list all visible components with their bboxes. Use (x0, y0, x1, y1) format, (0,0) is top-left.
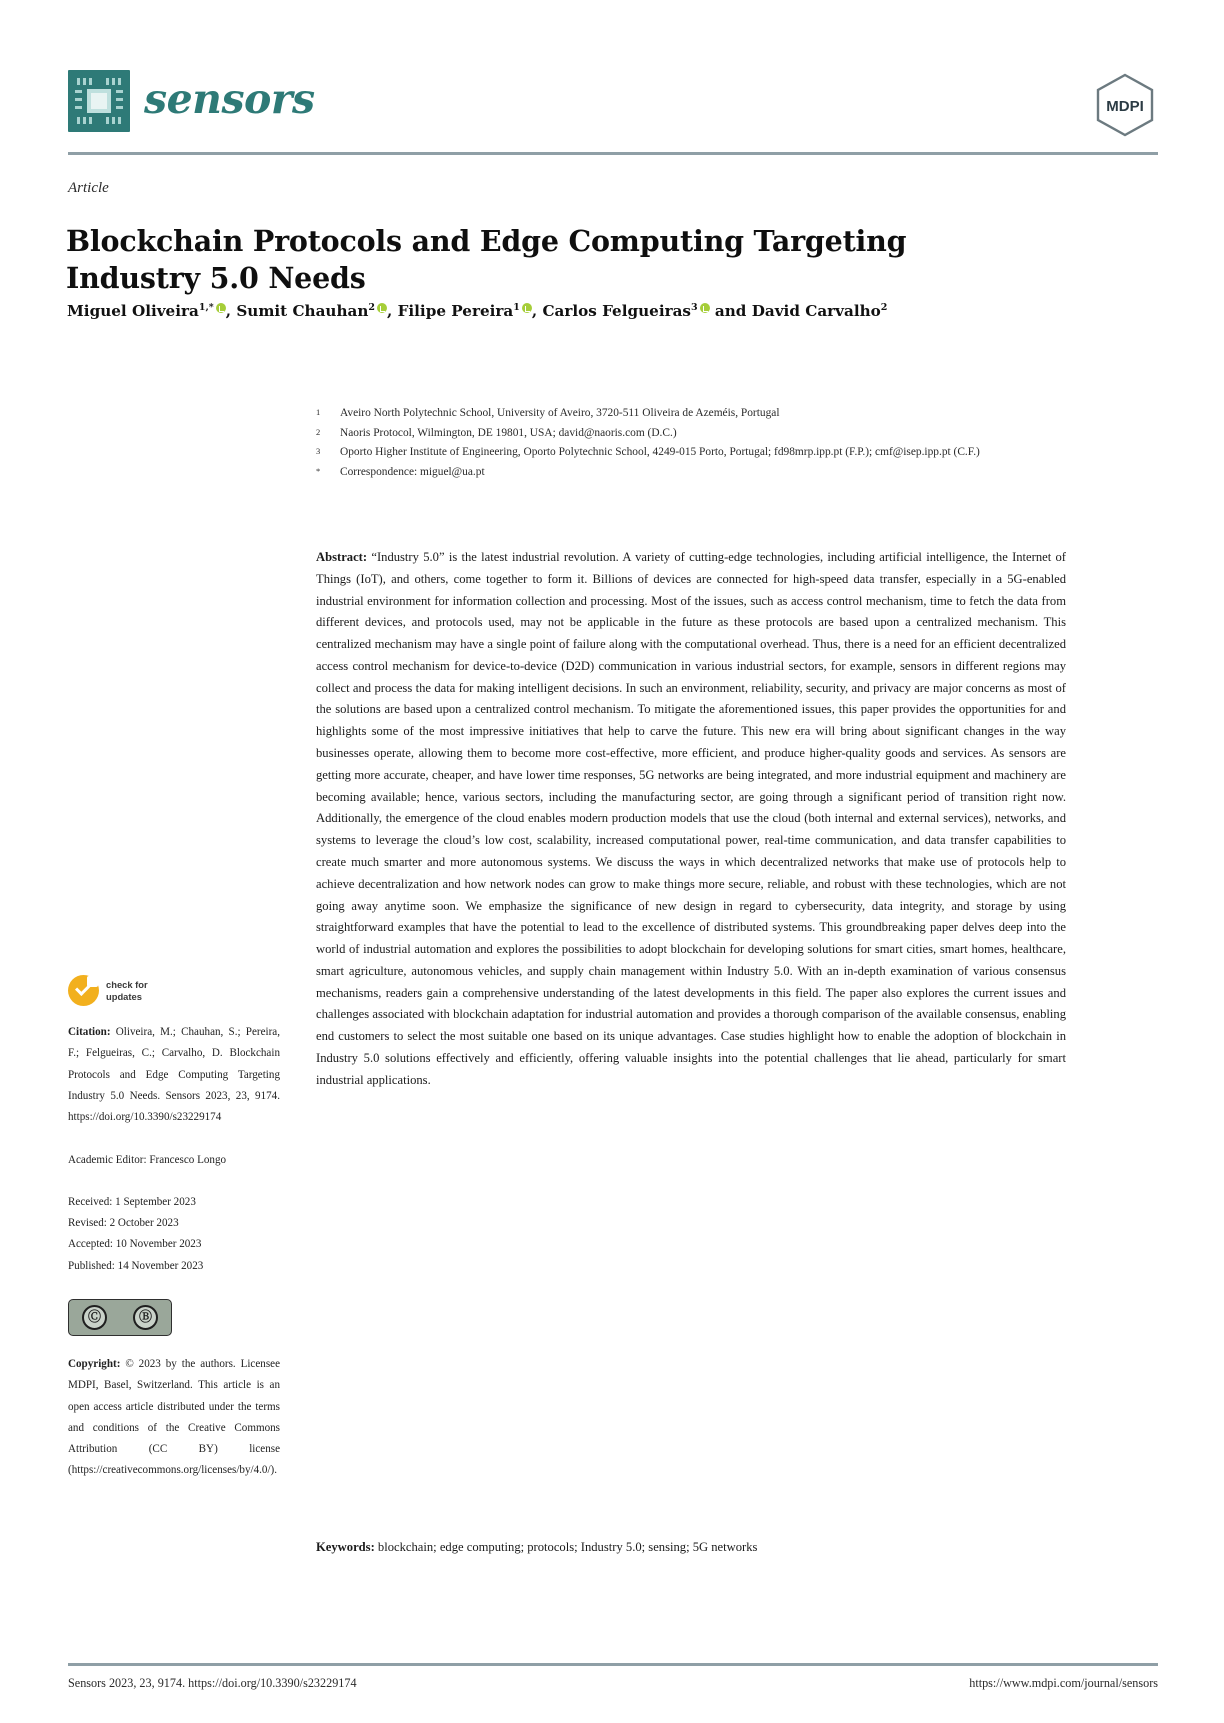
affiliation-text: Aveiro North Polytechnic School, University of Aveiro, 3720-511 Oliveira de Azeméis, Portugal (340, 407, 780, 419)
masthead (68, 70, 1158, 148)
abstract-label: Abstract: (316, 550, 368, 564)
date-label: Received: (68, 1195, 113, 1208)
orcid-icon[interactable] (216, 303, 226, 313)
creative-commons-by-icon[interactable] (68, 1299, 172, 1336)
author-name: Filipe Pereira (397, 302, 514, 320)
by-symbol: Ⓑ (133, 1305, 158, 1330)
date-row-revised (68, 1213, 280, 1234)
journal-title: sensors (144, 74, 315, 123)
date-value: 10 November 2023 (115, 1238, 202, 1251)
author-separator: , (531, 302, 543, 320)
author-separator: , (387, 302, 398, 320)
author-entry[interactable] (398, 302, 532, 320)
correspondence-text: Correspondence: miguel@ua.pt (340, 465, 485, 478)
citation-label: Citation: (68, 1026, 111, 1038)
footer-journal-url[interactable]: https://www.mdpi.com/journal/sensors (969, 1676, 1158, 1690)
citation-text: Oliveira, M.; Chauhan, S.; Pereira, F.; Felgueiras, C.; Carvalho, D. Blockchain Protocols and Edge Computing Targeting Industry 5.0 Needs. Sensors 2023, 23, 9174. https://doi.org/10.3390/s23229174 (68, 1026, 280, 1124)
author-list (67, 300, 1067, 323)
affiliation-text: Naoris Protocol, Wilmington, DE 19801, USA; david@naoris.com (D.C.) (340, 426, 677, 439)
affiliation-row (316, 443, 1066, 463)
date-row-accepted (68, 1234, 280, 1255)
abstract-section (316, 547, 1066, 1092)
copyright-text: © 2023 by the authors. Licensee MDPI, Basel, Switzerland. This article is an open access article distributed under the terms and conditions of the Creative Commons Attribution (CC BY) license (https://creativecommons.org/licenses/by/4.0/). (68, 1357, 280, 1477)
citation-block (68, 1022, 280, 1128)
author-conjunction: and (714, 302, 747, 320)
author-affiliation-marker: 2 (368, 301, 376, 313)
author-separator: , (225, 302, 237, 320)
author-affiliation-marker: 2 (880, 301, 888, 313)
check-updates-line2: updates (106, 990, 142, 1002)
date-row-received (68, 1192, 280, 1213)
affiliation-marker: * (316, 465, 321, 476)
copyright-block (68, 1354, 280, 1482)
check-circle-icon (68, 975, 99, 1006)
affiliation-text: Oporto Higher Institute of Engineering, Oporto Polytechnic School, 4249-015 Porto, Portugal; fd98mrp.ipp.pt (F.P.); cmf@isep.ipp.pt (C.F.) (340, 446, 980, 459)
orcid-icon[interactable] (522, 303, 532, 313)
date-label: Revised: (68, 1217, 107, 1230)
sensor-chip-icon (68, 70, 130, 132)
affiliations-block (316, 404, 1066, 482)
academic-editor-block (68, 1150, 280, 1171)
copyright-label: Copyright: (68, 1357, 121, 1370)
academic-editor-name: Francesco Longo (149, 1154, 227, 1167)
article-type-label: Article (68, 180, 109, 196)
author-name: Carlos Felgueiras (542, 302, 691, 320)
author-affiliation-marker: 1,* (198, 301, 214, 313)
mdpi-hexagon-icon (1092, 72, 1158, 138)
orcid-icon[interactable] (377, 303, 387, 313)
footer-divider (68, 1663, 1158, 1666)
masthead-divider (68, 152, 1158, 155)
author-name: David Carvalho (751, 302, 881, 320)
date-label: Accepted: (68, 1238, 113, 1251)
affiliation-marker: 1 (316, 407, 321, 417)
date-label: Published: (68, 1259, 115, 1272)
date-value: 1 September 2023 (115, 1195, 196, 1208)
publication-dates-block (68, 1192, 280, 1277)
page-footer (68, 1676, 1158, 1691)
cc-symbol: Ⓒ (82, 1305, 107, 1330)
svg-text:MDPI: MDPI (1106, 98, 1144, 115)
check-updates-line1: check for (106, 979, 148, 991)
affiliation-row (316, 424, 1066, 444)
author-affiliation-marker: 3 (690, 301, 698, 313)
affiliation-row (316, 404, 1066, 424)
affiliation-marker: 2 (316, 426, 321, 437)
date-value: 14 November 2023 (117, 1259, 204, 1272)
date-value: 2 October 2023 (109, 1217, 179, 1230)
keywords-label: Keywords: (316, 1540, 375, 1554)
keywords-section (316, 1537, 1066, 1558)
author-name: Miguel Oliveira (67, 302, 199, 320)
author-entry[interactable] (752, 302, 888, 320)
author-entry[interactable] (67, 302, 226, 320)
sidebar (68, 975, 280, 1482)
author-entry[interactable] (236, 302, 387, 320)
correspondence-row (316, 463, 1066, 483)
author-name: Sumit Chauhan (236, 302, 369, 320)
page-title: Blockchain Protocols and Edge Computing Targeting Industry 5.0 Needs (66, 224, 907, 295)
keywords-body: blockchain; edge computing; protocols; Industry 5.0; sensing; 5G networks (377, 1540, 758, 1554)
affiliation-marker: 3 (316, 446, 321, 457)
date-row-published (68, 1256, 280, 1277)
author-affiliation-marker: 1 (513, 301, 520, 313)
author-entry[interactable] (542, 302, 709, 320)
abstract-body: “Industry 5.0” is the latest industrial revolution. A variety of cutting-edge technologies, including artificial intelligence, the Internet of Things (IoT), and others, come together to form it. Billions of devices are connected for high-speed data transfer, especially in a 5G-enabled industrial environment for information collection and processing. Most of the issues, such as access control mechanism, time to fetch the data from different devices, and protocols used, may not be applicable in the future as these protocols are based upon a centralized mechanism. This centralized mechanism may have a single point of failure along with the computational overhead. Thus, there is a need for an efficient decentralized access control mechanism for device-to-device (D2D) communication in various industrial sectors, for example, sensors in different regions may collect and process the data for making intelligent decisions. In such an environment, reliability, security, and privacy are major concerns as most of the solutions are based upon a centralized control mechanism. To mitigate the aforementioned issues, this paper provides the opportunities for and highlights some of the most impressive initiatives that help to carve the future. This new era will bring about significant changes in the way businesses operate, allowing them to become more cost-effective, more efficient, and produce higher-quality goods and services. As sensors are getting more accurate, cheaper, and have lower time responses, 5G networks are being integrated, and more industrial equipment and machinery are becoming available; hence, various sectors, including the manufacturing sector, are going through a significant period of transition right now. Additionally, the emergence of the cloud enables modern production models that use the cloud (both internal and external services), networks, and systems to leverage the cloud’s low cost, scalability, increased computational power, real-time communication, and data transfer capabilities to create much smarter and more autonomous systems. We discuss the ways in which decentralized networks that make use of protocols help to achieve decentralization and how network nodes can grow to make things more secure, reliable, and robust with these technologies, which are not going away anytime soon. We emphasize the significance of new design in regard to cybersecurity, data integrity, and storage by using straightforward examples that have the potential to lead to the excellence of distributed systems. This groundbreaking paper delves deep into the world of industrial automation and explores the possibilities to adopt blockchain for developing solutions for smart cities, smart homes, healthcare, smart agriculture, autonomous vehicles, and supply chain management within Industry 5.0. With an in-depth examination of various consensus mechanisms, readers gain a comprehensive understanding of the latest developments in this field. The paper also explores the current issues and challenges associated with blockchain adaptation for industrial automation and provides a thorough comparison of the available consensus, enabling end customers to select the most suitable one based on its unique advantages. Case studies highlight how to enable the adoption of blockchain in Industry 5.0 solutions effectively and efficiently, offering valuable insights into the potential challenges that lie ahead, particularly for smart industrial applications. (316, 550, 1066, 1087)
check-for-updates-label (106, 979, 148, 1002)
journal-logo (68, 70, 315, 132)
academic-editor-label: Academic Editor: (68, 1154, 147, 1167)
check-for-updates-badge[interactable] (68, 975, 280, 1006)
footer-citation[interactable]: Sensors 2023, 23, 9174. https://doi.org/10.3390/s23229174 (68, 1676, 357, 1690)
orcid-icon[interactable] (700, 303, 710, 313)
